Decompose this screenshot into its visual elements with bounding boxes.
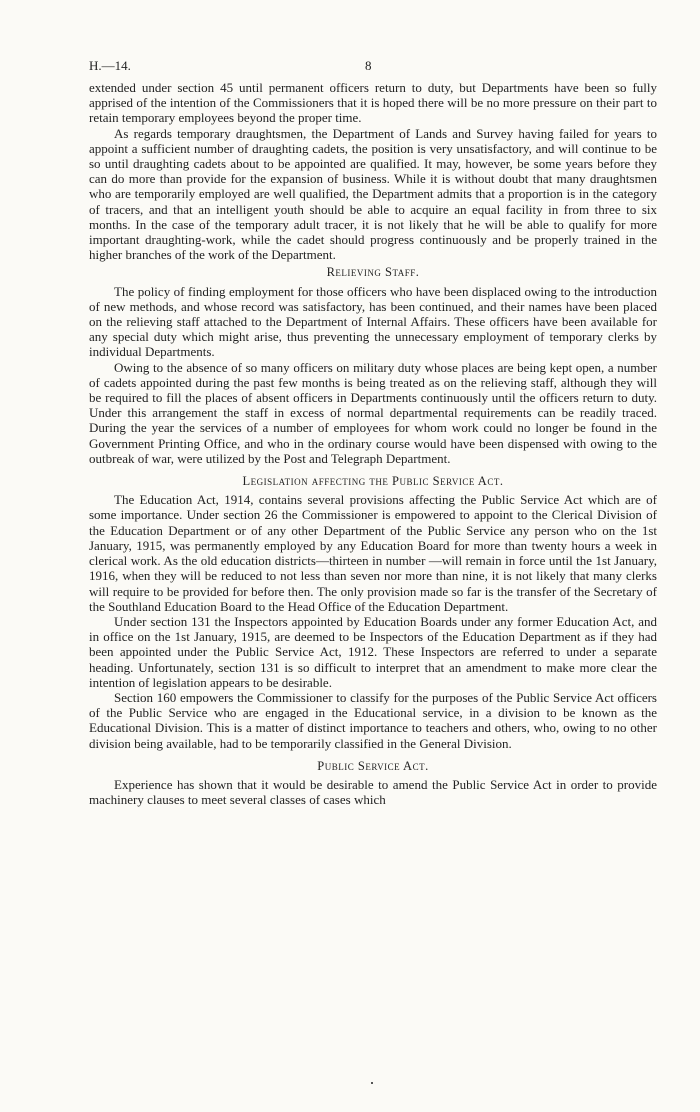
heading-legislation: Legislation affecting the Public Service Act.: [242, 474, 504, 489]
page-number: 8: [365, 58, 372, 73]
paragraph-relieving-policy: The policy of finding employment for those officers who have been displaced owing to the introduction of new methods, and whose record was satisfactory, has been continued, and their names have been placed on the relieving staff attached to the Department of Internal Affairs. These officers have been available for any special duty which might arise, thus preventing the unnecessary employment of temporary clerks by individual Departments.: [89, 283, 657, 360]
report-reference: H.—14.: [89, 58, 131, 73]
heading-public-service-act: Public Service Act.: [317, 758, 429, 773]
paragraph-section-160: Section 160 empowers the Commissioner to classify for the purposes of the Public Service Act officers of the Public Service who are engaged in the Educational service, in a division to be known as the Educational Division. This is a matter of distinct importance to teachers and others, who, owing to no other division being available, had to be temporarily classified in the General Division.: [89, 689, 657, 751]
footer-dot: [371, 1082, 373, 1084]
paragraph-draughtsmen: As regards temporary draughtsmen, the Department of Lands and Survey having failed for years to appoint a sufficient number of draughting cadets, the position is very unsatisfactory, and will continue to be so until draughting cadets about to be appointed are qualified. It may, however, be some years before they can do more than provide for the expansion of business. While it is without doubt that many draughtsmen who are temporarily employed are well qualified, the Department admits that a proportion is in the category of tracers, and that an intelligent youth should be able to acquire an equal facility in from three to six months. In the case of the temporary adult tracer, it is not likely that he will be able to qualify for more important draughting-work, while the cadet should progress continuously and be properly trained in the higher branches of the work of the Department.: [89, 125, 657, 263]
document-body: [89, 80, 657, 807]
heading-relieving-staff: Relieving Staff.: [326, 265, 420, 280]
paragraph-section-131: Under section 131 the Inspectors appointed by Education Boards under any former Education Act, and in office on the 1st January, 1915, are deemed to be Inspectors of the Education Department as if they had been appointed under the Public Service Act, 1912. These Inspectors are referred to under a separate heading. Unfortunately, section 131 is so difficult to interpret that an amendment to make more clear the intention of legislation appears to be desirable.: [89, 613, 657, 690]
paragraph-experience: Experience has shown that it would be desirable to amend the Public Service Act in order to provide machinery clauses to meet several classes of cases which: [89, 776, 657, 808]
paragraph-relieving-military: Owing to the absence of so many officers on military duty whose places are being kept open, a number of cadets appointed during the past few months is being treated as on the relieving staff, although they will be required to fill the places of absent officers in Departments continuously until the officers return to duty. Under this arrangement the staff in excess of normal departmental requirements can be readily traced. During the year the services of a number of employees for whom work could no longer be found in the Government Printing Office, and who in the ordinary course would have been dispensed with owing to the outbreak of war, were utilized by the Post and Telegraph Department.: [89, 359, 657, 466]
page-header: [89, 58, 657, 76]
paragraph-education-act: The Education Act, 1914, contains several provisions affecting the Public Service Act which are of some importance. Under section 26 the Commissioner is empowered to appoint to the Clerical Division of the Education Department or of any other Department of the Public Service any person who on the 1st January, 1915, was permanently employed by any Education Board for more than twenty hours a week in clerical work. As the old education districts—thirteen in number —will remain in force until the 1st January, 1916, when they will be reduced to not less than seven nor more than nine, it is not likely that many clerks will require to be provided for before then. The only provision made so far is the transfer of the Secretary of the Southland Education Board to the Head Office of the Education Department.: [89, 492, 657, 614]
paragraph-continuation: extended under section 45 until permanent officers return to duty, but Departments have been so fully apprised of the intention of the Commissioners that it is hoped there will be no more pressure on their part to retain temporary employees beyond the proper time.: [89, 80, 657, 126]
